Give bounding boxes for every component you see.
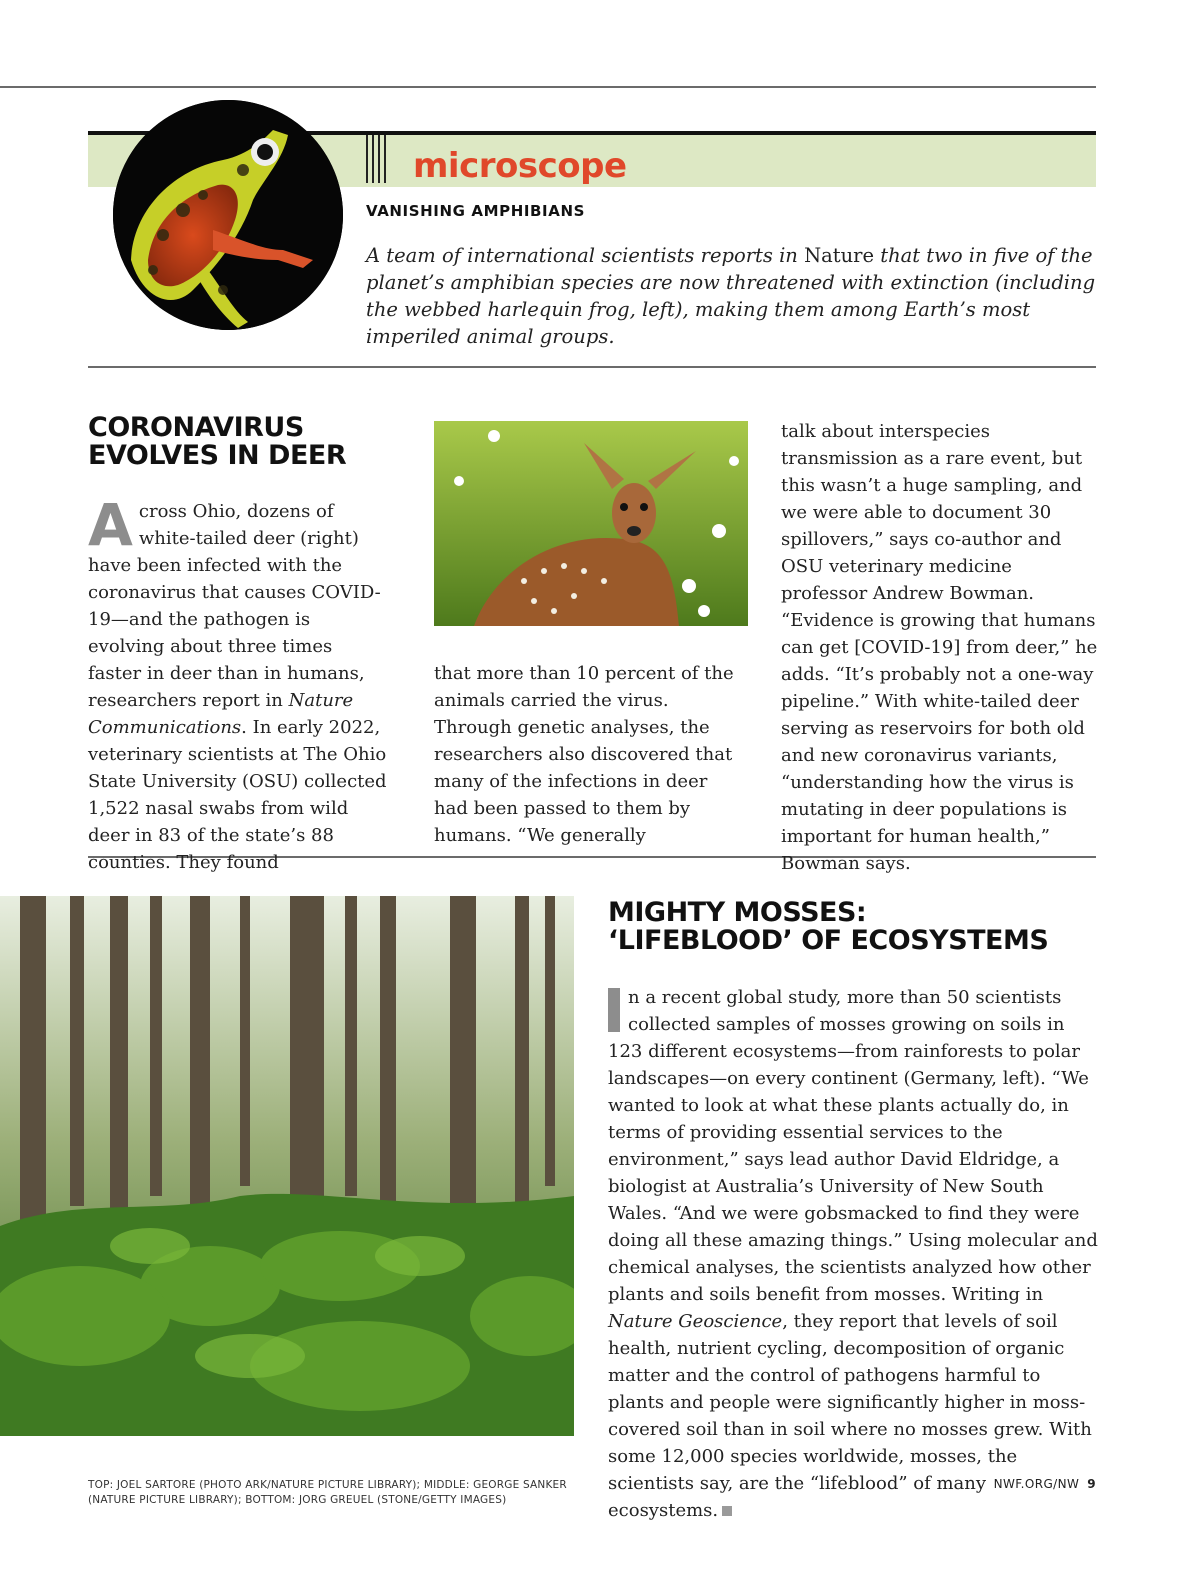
page-folio (994, 1477, 1096, 1491)
amphibian-deck: A team of international scientists reports in Nature that two in five of the planet’s amphibian species are now threatened with extinction (including the webbed harlequin frog, left), making them among Earth’s most imperiled animal groups. (366, 244, 1096, 348)
end-mark (722, 1506, 732, 1516)
drop-cap-i (608, 988, 620, 1032)
moss-headline: MIGHTY MOSSES: ‘LIFEBLOOD’ OF ECOSYSTEMS (608, 897, 1049, 956)
photo-credits: TOP: JOEL SARTORE (PHOTO ARK/NATURE PICTURE LIBRARY); MIDDLE: GEORGE SANKER (NATURE PICTURE LIBRARY); BOTTOM: JORG GREUEL (STONE/GETTY IMAGES) (88, 1479, 567, 1506)
deer-photo (434, 421, 748, 626)
deer-column-2: that more than 10 percent of the animals carried the virus. Through genetic analyses, the researchers also discovered that many of the infections in deer had been passed to them by humans. “We generally (434, 663, 734, 846)
section-divider-1 (88, 366, 1096, 368)
page-number: 9 (1087, 1477, 1096, 1491)
deer-column-3: talk about interspecies transmission as a rare event, but this wasn’t a huge sampling, and we were able to document 30 spillovers,” says co-author and OSU veterinary medicine professor Andrew Bowman. “Evidence is growing that humans can get [COVID-19] from deer,” he adds. “It’s probably not a one-way pipeline.” With white-tailed deer serving as reservoirs for both old and new coronavirus variants, “understanding how the virus is mutating in deer populations is important for human health,” Bowman says. (781, 421, 1098, 874)
section-title: microscope (413, 146, 627, 186)
deer-headline: CORONAVIRUS EVOLVES IN DEER (88, 412, 347, 471)
deer-column-1: Across Ohio, dozens of white-tailed deer (right) have been infected with the coronavirus that causes COVID-19—and the pathogen is evolving about three times faster in deer than in humans, researchers report in Nature Communications. In early 2022, veterinary scientists at The Ohio State University (OSU) collected 1,522 nasal swabs from wild deer in 83 of the state’s 88 counties. They found (88, 491, 387, 873)
kicker-vanishing-amphibians: VANISHING AMPHIBIANS (366, 202, 586, 220)
drop-cap-a: A (88, 491, 133, 559)
frog-photo (113, 100, 343, 330)
moss-forest-photo (0, 896, 574, 1436)
header-bars (366, 135, 388, 183)
site-url[interactable]: NWF.ORG/NW (993, 1477, 1080, 1491)
moss-body: n a recent global study, more than 50 scientists collected samples of mosses growing on soils in 123 different ecosystems—from rainforests to polar landscapes—on every continent (Germany, left). “We wanted to look at what these plants actually do, in terms of providing essential services to the environment,” says lead author David Eldridge, a biologist at Australia’s University of New South Wales. “And we were gobsmacked to find they were doing all these amazing things.” Using molecular and chemical analyses, the scientists analyzed how other plants and soils benefit from mosses. Writing in Nature Geoscience, they report that levels of soil health, nutrient cycling, decomposition of organic matter and the control of pathogens harmful to plants and people were significantly higher in moss-covered soil than in soil where no mosses grew. With some 12,000 species worldwide, mosses, the scientists say, are the “lifeblood” of many ecosystems. (608, 987, 1098, 1521)
top-rule (0, 86, 1096, 88)
